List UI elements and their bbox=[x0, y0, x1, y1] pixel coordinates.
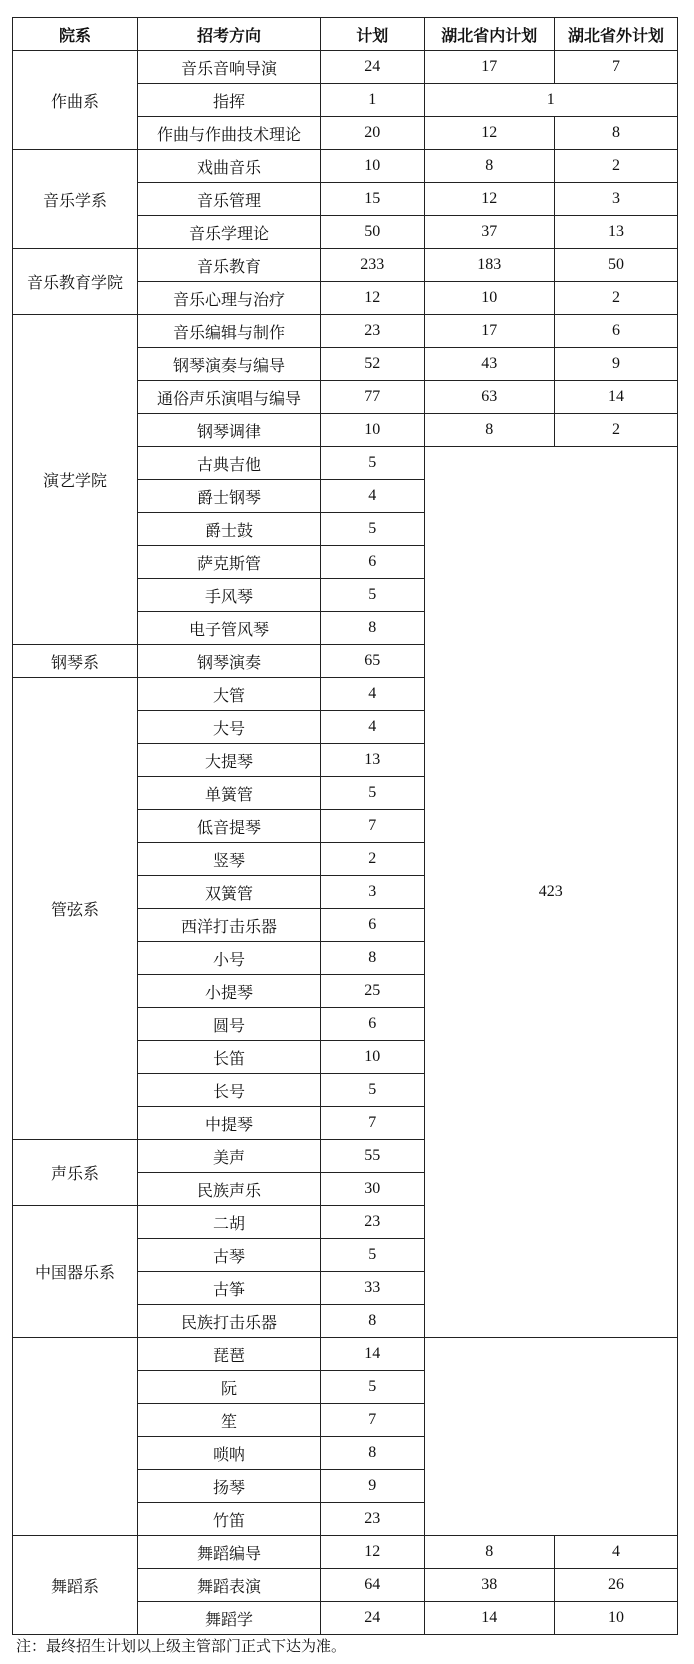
in-province-cell: 38 bbox=[424, 1569, 554, 1602]
direction-cell: 大提琴 bbox=[138, 744, 321, 777]
direction-cell: 小号 bbox=[138, 942, 321, 975]
plan-cell: 52 bbox=[320, 348, 424, 381]
plan-cell: 9 bbox=[320, 1470, 424, 1503]
header-direction: 招考方向 bbox=[138, 18, 321, 51]
plan-cell: 14 bbox=[320, 1338, 424, 1371]
plan-cell: 233 bbox=[320, 249, 424, 282]
plan-cell: 50 bbox=[320, 216, 424, 249]
in-province-cell: 37 bbox=[424, 216, 554, 249]
plan-cell: 23 bbox=[320, 1503, 424, 1536]
in-province-cell: 12 bbox=[424, 183, 554, 216]
direction-cell: 唢呐 bbox=[138, 1437, 321, 1470]
out-province-cell: 3 bbox=[555, 183, 678, 216]
in-province-cell: 14 bbox=[424, 1602, 554, 1635]
plan-cell: 4 bbox=[320, 711, 424, 744]
plan-cell: 5 bbox=[320, 579, 424, 612]
plan-cell: 64 bbox=[320, 1569, 424, 1602]
out-province-cell: 7 bbox=[555, 51, 678, 84]
plan-cell: 5 bbox=[320, 513, 424, 546]
direction-cell: 音乐心理与治疗 bbox=[138, 282, 321, 315]
out-province-cell: 6 bbox=[555, 315, 678, 348]
out-province-cell: 14 bbox=[555, 381, 678, 414]
out-province-cell: 50 bbox=[555, 249, 678, 282]
department-cell: 音乐教育学院 bbox=[13, 249, 138, 315]
direction-cell: 小提琴 bbox=[138, 975, 321, 1008]
direction-cell: 美声 bbox=[138, 1140, 321, 1173]
in-province-cell: 183 bbox=[424, 249, 554, 282]
plan-cell: 30 bbox=[320, 1173, 424, 1206]
plan-cell: 23 bbox=[320, 1206, 424, 1239]
direction-cell: 钢琴演奏与编导 bbox=[138, 348, 321, 381]
direction-cell: 大管 bbox=[138, 678, 321, 711]
direction-cell: 作曲与作曲技术理论 bbox=[138, 117, 321, 150]
plan-cell: 65 bbox=[320, 645, 424, 678]
merged-plan-cell: 423 bbox=[424, 447, 677, 1338]
department-cell: 演艺学院 bbox=[13, 315, 138, 645]
plan-cell: 7 bbox=[320, 1107, 424, 1140]
out-province-cell: 9 bbox=[555, 348, 678, 381]
department-cell: 音乐学系 bbox=[13, 150, 138, 249]
direction-cell: 音乐编辑与制作 bbox=[138, 315, 321, 348]
plan-cell: 3 bbox=[320, 876, 424, 909]
direction-cell: 钢琴调律 bbox=[138, 414, 321, 447]
merged-plan-cell bbox=[424, 1338, 677, 1536]
department-cell: 中国器乐系 bbox=[13, 1206, 138, 1338]
direction-cell: 舞蹈编导 bbox=[138, 1536, 321, 1569]
out-province-cell: 2 bbox=[555, 282, 678, 315]
table-body bbox=[13, 51, 678, 1635]
plan-cell: 10 bbox=[320, 414, 424, 447]
direction-cell: 古琴 bbox=[138, 1239, 321, 1272]
direction-cell: 民族声乐 bbox=[138, 1173, 321, 1206]
in-province-cell: 12 bbox=[424, 117, 554, 150]
direction-cell: 音乐音响导演 bbox=[138, 51, 321, 84]
plan-cell: 5 bbox=[320, 1371, 424, 1404]
direction-cell: 双簧管 bbox=[138, 876, 321, 909]
plan-cell: 7 bbox=[320, 1404, 424, 1437]
department-cell: 作曲系 bbox=[13, 51, 138, 150]
direction-cell: 圆号 bbox=[138, 1008, 321, 1041]
header-in-province: 湖北省内计划 bbox=[424, 18, 554, 51]
direction-cell: 低音提琴 bbox=[138, 810, 321, 843]
direction-cell: 大号 bbox=[138, 711, 321, 744]
direction-cell: 民族打击乐器 bbox=[138, 1305, 321, 1338]
direction-cell: 古筝 bbox=[138, 1272, 321, 1305]
department-cell: 钢琴系 bbox=[13, 645, 138, 678]
table-row bbox=[13, 249, 678, 282]
plan-cell: 2 bbox=[320, 843, 424, 876]
direction-cell: 戏曲音乐 bbox=[138, 150, 321, 183]
table-row bbox=[13, 1536, 678, 1569]
in-province-cell: 8 bbox=[424, 150, 554, 183]
direction-cell: 钢琴演奏 bbox=[138, 645, 321, 678]
in-province-cell: 63 bbox=[424, 381, 554, 414]
table-row bbox=[13, 315, 678, 348]
direction-cell: 二胡 bbox=[138, 1206, 321, 1239]
header-department: 院系 bbox=[13, 18, 138, 51]
direction-cell: 长笛 bbox=[138, 1041, 321, 1074]
merged-plan-cell: 1 bbox=[424, 84, 677, 117]
out-province-cell: 8 bbox=[555, 117, 678, 150]
enrollment-plan-table bbox=[12, 17, 678, 1635]
direction-cell: 舞蹈表演 bbox=[138, 1569, 321, 1602]
plan-cell: 24 bbox=[320, 51, 424, 84]
plan-cell: 4 bbox=[320, 480, 424, 513]
table-header-row bbox=[13, 18, 678, 51]
plan-cell: 8 bbox=[320, 1437, 424, 1470]
plan-cell: 4 bbox=[320, 678, 424, 711]
out-province-cell: 4 bbox=[555, 1536, 678, 1569]
direction-cell: 琵琶 bbox=[138, 1338, 321, 1371]
direction-cell: 萨克斯管 bbox=[138, 546, 321, 579]
plan-cell: 8 bbox=[320, 942, 424, 975]
direction-cell: 西洋打击乐器 bbox=[138, 909, 321, 942]
plan-cell: 5 bbox=[320, 777, 424, 810]
plan-cell: 6 bbox=[320, 909, 424, 942]
in-province-cell: 8 bbox=[424, 1536, 554, 1569]
plan-cell: 33 bbox=[320, 1272, 424, 1305]
direction-cell: 中提琴 bbox=[138, 1107, 321, 1140]
direction-cell: 指挥 bbox=[138, 84, 321, 117]
direction-cell: 竹笛 bbox=[138, 1503, 321, 1536]
out-province-cell: 2 bbox=[555, 150, 678, 183]
plan-cell: 12 bbox=[320, 1536, 424, 1569]
direction-cell: 通俗声乐演唱与编导 bbox=[138, 381, 321, 414]
plan-cell: 12 bbox=[320, 282, 424, 315]
plan-cell: 77 bbox=[320, 381, 424, 414]
direction-cell: 音乐教育 bbox=[138, 249, 321, 282]
in-province-cell: 43 bbox=[424, 348, 554, 381]
department-cell: 管弦系 bbox=[13, 678, 138, 1140]
plan-cell: 55 bbox=[320, 1140, 424, 1173]
footnote: 注：最终招生计划以上级主管部门正式下达为准。 bbox=[16, 1637, 347, 1655]
table-row bbox=[13, 51, 678, 84]
plan-cell: 5 bbox=[320, 1074, 424, 1107]
direction-cell: 长号 bbox=[138, 1074, 321, 1107]
direction-cell: 电子管风琴 bbox=[138, 612, 321, 645]
plan-cell: 6 bbox=[320, 546, 424, 579]
direction-cell: 竖琴 bbox=[138, 843, 321, 876]
direction-cell: 音乐管理 bbox=[138, 183, 321, 216]
direction-cell: 音乐学理论 bbox=[138, 216, 321, 249]
plan-cell: 7 bbox=[320, 810, 424, 843]
header-plan: 计划 bbox=[320, 18, 424, 51]
plan-cell: 24 bbox=[320, 1602, 424, 1635]
plan-cell: 6 bbox=[320, 1008, 424, 1041]
out-province-cell: 2 bbox=[555, 414, 678, 447]
plan-cell: 1 bbox=[320, 84, 424, 117]
out-province-cell: 10 bbox=[555, 1602, 678, 1635]
out-province-cell: 26 bbox=[555, 1569, 678, 1602]
direction-cell: 单簧管 bbox=[138, 777, 321, 810]
plan-cell: 10 bbox=[320, 1041, 424, 1074]
plan-cell: 23 bbox=[320, 315, 424, 348]
direction-cell: 舞蹈学 bbox=[138, 1602, 321, 1635]
direction-cell: 阮 bbox=[138, 1371, 321, 1404]
plan-cell: 5 bbox=[320, 1239, 424, 1272]
department-cell: 舞蹈系 bbox=[13, 1536, 138, 1635]
in-province-cell: 17 bbox=[424, 51, 554, 84]
header-out-province: 湖北省外计划 bbox=[555, 18, 678, 51]
in-province-cell: 10 bbox=[424, 282, 554, 315]
department-cell: 声乐系 bbox=[13, 1140, 138, 1206]
direction-cell: 手风琴 bbox=[138, 579, 321, 612]
out-province-cell: 13 bbox=[555, 216, 678, 249]
plan-cell: 8 bbox=[320, 612, 424, 645]
in-province-cell: 8 bbox=[424, 414, 554, 447]
direction-cell: 爵士鼓 bbox=[138, 513, 321, 546]
table-row bbox=[13, 150, 678, 183]
plan-cell: 10 bbox=[320, 150, 424, 183]
plan-cell: 15 bbox=[320, 183, 424, 216]
direction-cell: 古典吉他 bbox=[138, 447, 321, 480]
direction-cell: 扬琴 bbox=[138, 1470, 321, 1503]
plan-cell: 8 bbox=[320, 1305, 424, 1338]
table-row bbox=[13, 1338, 678, 1371]
direction-cell: 爵士钢琴 bbox=[138, 480, 321, 513]
in-province-cell: 17 bbox=[424, 315, 554, 348]
plan-cell: 25 bbox=[320, 975, 424, 1008]
direction-cell: 笙 bbox=[138, 1404, 321, 1437]
department-cell bbox=[13, 1338, 138, 1536]
plan-cell: 20 bbox=[320, 117, 424, 150]
plan-cell: 5 bbox=[320, 447, 424, 480]
plan-cell: 13 bbox=[320, 744, 424, 777]
